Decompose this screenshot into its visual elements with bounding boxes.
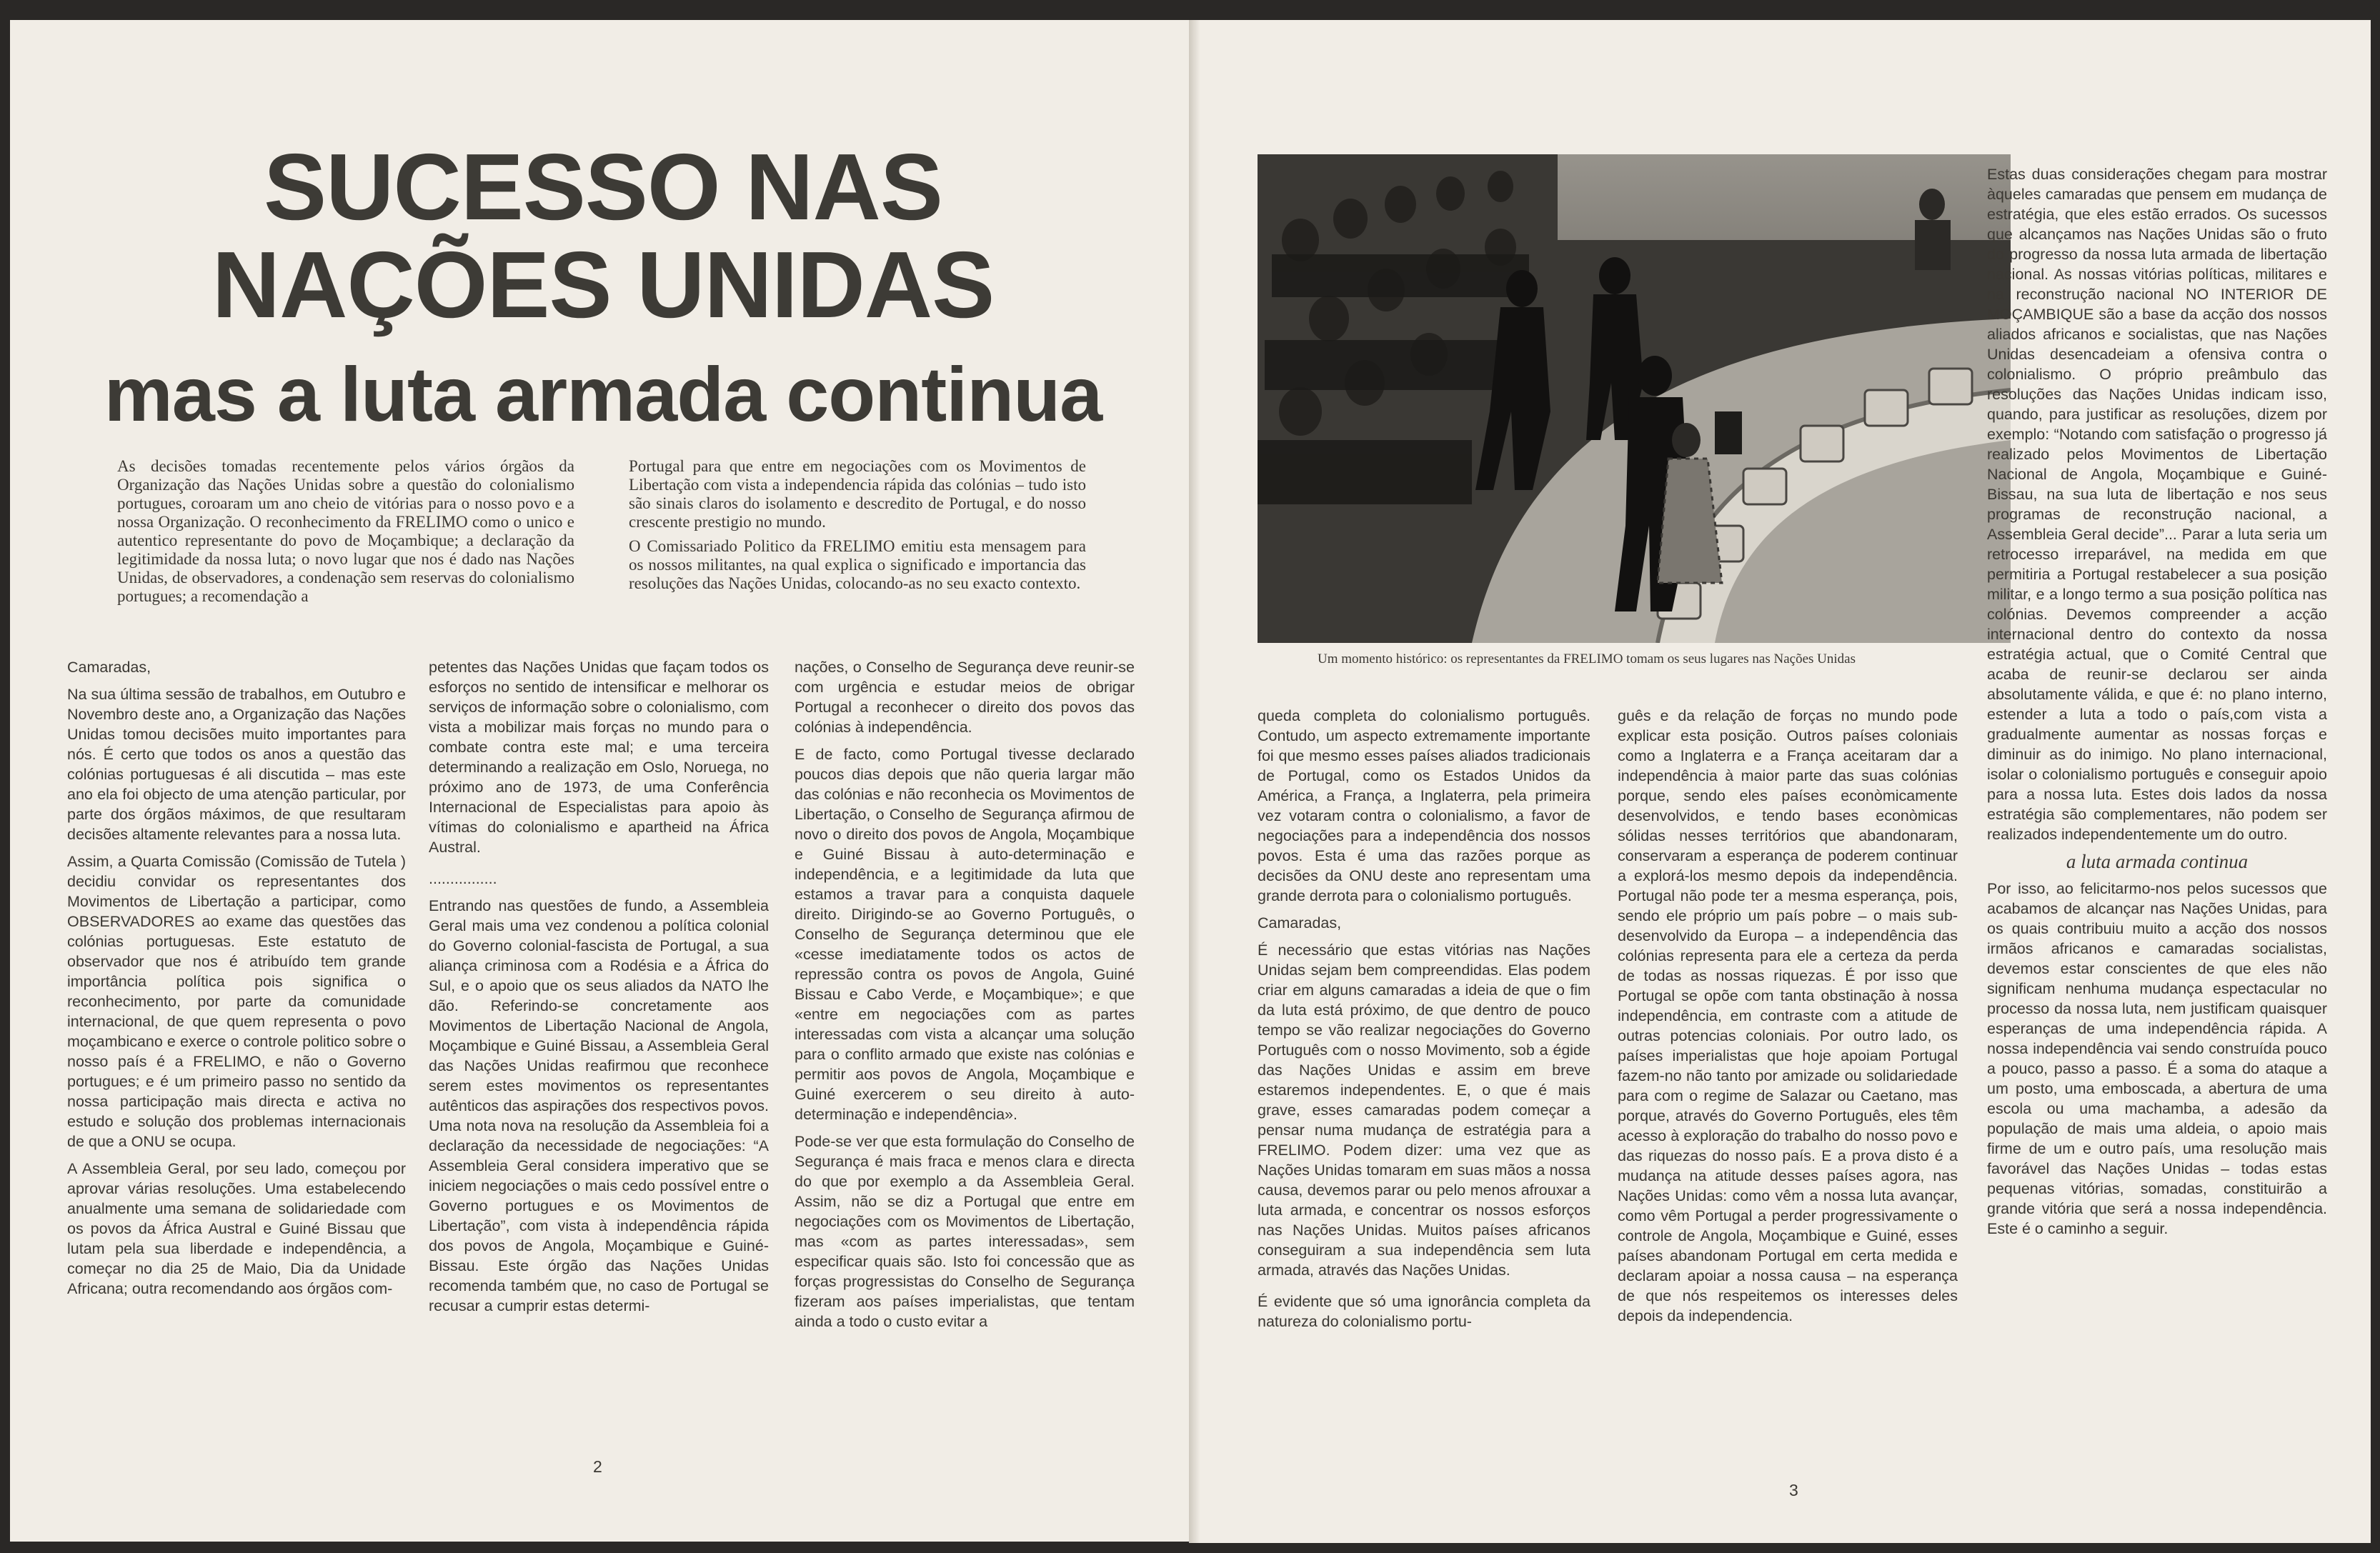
body-paragraph: Camaradas,: [67, 659, 151, 676]
body-paragraph: guês e da relação de forças no mundo pode explicar esta posição. Outros países coloniais como a Inglaterra e a França aceitaram dar a independência à maior parte das suas colónias porque, sendo eles países econòmicamente desenvolvidos, e tendo bases econòmicas sólidas nesses territórios que abandonaram, conservaram a esperança de poderem continuar a explorá-los mesmo depois da independência. Portugal não pode ter a mesma esperança, pois, sendo ele próprio um país pobre – o mais sub-desenvolvido da Europa – a independência das colónias representa para ele a certeza da perda de todas as nossas riquezas. É por isso que Portugal se opõe com tanta obstinação à nossa independência, em contraste com a atitude de outras potencias coloniais. Por outro lado, os países imperialistas que hoje apoiam Portugal fazem-no não tanto por amizade ou solidariedade para com o regime de Salazar ou Caetano, mas porque, através do Governo Português, eles têm acesso à exploração do trabalho do nosso povo e das riquezas do nosso país. E a prova disto é a mudança na atitude desses países agora, nas Nações Unidas: como vêm a nossa luta avançar, como vêm Portugal a perder progressivamente o controle de Angola, Moçambique e Guiné, esses países abandonam Portugal em certa medida e declaram apoiar a nossa causa – na esperança de que nós respeitemos os interesses deles depois da independencia.: [1618, 707, 1958, 1324]
body-paragraph: Estas duas considerações chegam para mostrar àqueles camaradas que pensem em mudança de estratégia, que eles estão errados. Os sucessos que alcançamos nas Nações Unidas são o fruto do progresso da nossa luta armada de libertação nacional. As nossas vitórias políticas, militares e na reconstrução nacional NO INTERIOR DE MOÇAMBIQUE são a base da acção dos nossos aliados africanos e socialistas, que nas Nações Unidas desencadeiam a ofensiva contra o colonialismo. O próprio preâmbulo das resoluções das Nações Unidas indicam isso, quando, para justificar as resoluções, dizem por exemplo: “Notando com satisfação o progresso já realizado pelos Movimentos de Libertação Nacional de Angola, Moçambique e Guiné-Bissau, na sua luta de libertação e nos seus programas de reconstrução nacional, a Assembleia Geral decide”... Parar a luta seria um retrocesso irreparável, na medida em que permitiria a Portugal restabelecer a sua posição militar, e a longo termo a sua posição política nas colónias. Devemos compreender a acção internacional dentro do contexto da nossa estratégia actual, que o Comité Central que acaba de reunir-se declarou ser ainda absolutamente válida, e que é: no plano interno, estender a luta a todo o país,com vista a gradualmente aumentar as nossas forças e diminuir as do inimigo. No plano internacional, isolar o colonialismo português e conseguir apoio para a nossa luta. Estes dois lados da nossa estratégia são complementares, não podem ser realizados independentemente um do outro.: [1987, 166, 2327, 843]
body-paragraph: Por isso, ao felicitarmo-nos pelos sucessos que acabamos de alcançar nas Nações Unidas, para os quais contribuiu muito a acção dos nossos irmãos africanos e camaradas socialistas, devemos estar conscientes de que eles não significam nenhuma mudança espectacular no processo da nossa luta, nem justificam quaisquer esperanças de uma independência rápida. A nossa independência vai sendo construída pouco a pouco, passo a passo. É a soma do ataque a um posto, uma emboscada, a abertura de uma escola ou uma machamba, a adesão da população de mais uma aldeia, o apoio mais firme de um e outro país, uma resolução mais favorável das Nações Unidas – todas estas pequenas vitórias, somadas, constituirão a grande vitória que será a nossa independência. Este é o caminho a seguir.: [1987, 880, 2327, 1237]
page-number: 2: [593, 1457, 602, 1476]
right-body-column-3: [1987, 164, 2327, 1246]
intro-paragraph: As decisões tomadas recentemente pelos vários órgãos da Organização das Nações Unidas sobre a questão do colonialismo portugues, coroaram um ano cheio de vitórias para o nosso povo e a nossa Organização. O reconhecimento da FRELIMO como o unico e autentico representante do povo de Moçambique; a declaração da legitimidade da nossa luta; o novo lugar que nos é dado nas Nações Unidas, de observadores, a condenação sem reservas do colonialismo portugues; a recomendação a: [117, 457, 574, 605]
intro-paragraph: Portugal para que entre em negociações com os Movimentos de Libertação com vista a independencia rápida das colónias – tudo isto são sinais claros do isolamento e descredito de Portugal, e do nosso crescente prestigio no mundo.: [629, 457, 1086, 531]
body-paragraph: Camaradas,: [1258, 914, 1342, 932]
intro-paragraph: O Comissariado Politico da FRELIMO emitiu esta mensagem para os nossos militantes, na qual explica o significado e importancia das resoluções das Nações Unidas, colocando-as no seu exacto contexto.: [629, 537, 1086, 592]
headline-line-1: SUCESSO NAS: [264, 134, 942, 239]
page-number: 3: [1789, 1481, 1798, 1499]
subheading: a luta armada continua: [2066, 851, 2249, 872]
body-paragraph: Assim, a Quarta Comissão (Comissão de Tutela ) decidiu convidar os representantes dos Movimentos de Libertação a participar, como OBSERVADORES ao exame das questões das colónias portuguesas. Este estatuto de observador que nos é atribuído tem grande importância política pois significa o reconhecimento, por parte da comunidade internacional, de que quem representa o povo moçambicano e exerce o controle politico sobre o nosso país é a FRELIMO, e não o Governo portugues; e é um primeiro passo no sentido da nossa participação mais directa e activa no estudo e solução dos problemas internacionais de que a ONU se ocupa.: [67, 853, 406, 1150]
right-body-column-2: [1618, 706, 1958, 1333]
right-page: [1189, 20, 2371, 1543]
body-paragraph: petentes das Nações Unidas que façam todos os esforços no sentido de intensificar e melhorar os serviços de informação sobre o colonialismo, com vista a mobilizar mais forças no mundo para o combate contra este mal; e uma terceira determinando a realização em Oslo, Noruega, no próximo ano de 1973, de uma Conferência Internacional de Especialistas para apoio às vítimas do colonialismo e apartheid na África Austral.: [429, 659, 769, 856]
photo-caption: Um momento histórico: os representantes da FRELIMO tomam os seus lugares nas Nações Unidas: [1318, 651, 1856, 666]
un-assembly-photo: [1258, 154, 2011, 643]
intro-column-1: [117, 457, 574, 606]
body-paragraph: Entrando nas questões de fundo, a Assembleia Geral mais uma vez condenou a política colonial do Governo colonial-fascista de Portugal, a sua aliança criminosa com a Rodésia e a África do Sul, e o apoio que os seus aliados da NATO lhe dão. Referindo-se concretamente aos Movimentos de Libertação Nacional de Angola, Moçambique e Guiné Bissau, a Assembleia Geral das Nações Unidas reafirmou que reconhece serem estes movimentos os representantes autênticos das aspirações dos respectivos povos. Uma nota nova na resolução da Assembleia foi a declaração da necessidade de negociações: “A Assembleia Geral considera imperativo que se iniciem negociações o mais cedo possível entre o Governo portugues e os Movimentos de Libertação”, com vista à independência rápida dos povos de Angola, Moçambique e Guiné-Bissau. Este órgão das Nações Unidas recomenda também que, no caso de Portugal se recusar a cumprir estas determi-: [429, 897, 769, 1314]
body-paragraph: A Assembleia Geral, por seu lado, começou por aprovar várias resoluções. Uma estabelecendo anualmente uma semana de solidariedade com os povos da África Austral e Guiné Bissau que lutam pela sua liberdade e independência, a começar no dia 25 de Maio, Dia da Unidade Africana; outra recomendando aos órgãos com-: [67, 1160, 406, 1297]
body-paragraph: É evidente que só uma ignorância completa da natureza do colonialismo portu-: [1258, 1293, 1590, 1330]
body-paragraph: queda completa do colonialismo português. Contudo, um aspecto extremamente importante foi que mesmo esses países aliados tradicionais de Portugal, como os Estados Unidos da América, a França, a Inglaterra, pela primeira vez votaram contra o colonialismo, a favor de negociações para a independência dos nossos povos. Esta é uma das razões porque as decisões da ONU deste ano representam uma grande derrota para o colonialismo português.: [1258, 707, 1590, 904]
intro-column-2: [629, 457, 1086, 593]
body-paragraph: nações, o Conselho de Segurança deve reunir-se com urgência e estudar meios de obrigar Portugal a reconhecer o direito dos povos das colónias à independência.: [795, 659, 1135, 736]
separator-dots: ................: [429, 870, 497, 887]
headline-line-3: mas a luta armada continua: [104, 351, 1102, 437]
body-paragraph: Na sua última sessão de trabalhos, em Outubro e Novembro deste ano, a Organização das Nações Unidas tomou decisões muito importantes para nós. É certo que todos os anos a questão das colónias portuguesas é ali discutida – mas este ano ela foi objecto de uma atenção particular, por parte dos órgãos máximos, de que resultaram decisões altamente relevantes para a nossa luta.: [67, 686, 406, 843]
spread-gutter: [1189, 20, 1200, 1543]
left-body-column-3: [795, 657, 1135, 1339]
left-body-column-1: [67, 657, 406, 1306]
body-paragraph: E de facto, como Portugal tivesse declarado poucos dias depois que não queria largar mão das colónias e não reconhecia os Movimentos de Libertação, o Conselho de Segurança afirmou de novo o direito dos povos de Angola, Moçambique e Guiné Bissau à auto-determinação e independência, e a legitimidade da luta que estamos a travar para a conquista daquele direito. Dirigindo-se ao Governo Português, o Conselho de Segurança determinou que ele «cesse imediatamente todos os actos de repressão contra os povos de Angola, Guiné Bissau e Cabo Verde, e Moçambique»; e que «entre em negociações com as partes interessadas com vista a alcançar uma solução para o conflito armado que existe nas colónias e permitir aos povos de Angola, Moçambique e Guiné exercerem o seu direito à auto-determinação e independência».: [795, 746, 1135, 1123]
right-body-column-1: [1258, 706, 1590, 1339]
body-paragraph: É necessário que estas vitórias nas Nações Unidas sejam bem compreendidas. Elas podem criar em alguns camaradas a ideia de que o fim da luta está próximo, de que dentro de pouco tempo se vão realizar negociações do Governo Português com o nosso Movimento, sob a égide das Nações Unidas e assim em breve estaremos independentes. E, o que é mais grave, esses camaradas podem começar a pensar numa mudança de estratégia para a FRELIMO. Podem dizer: uma vez que as Nações Unidas tomaram em suas mãos a nossa causa, devemos parar ou pelo menos afrouxar a luta armada, e concentrar os nossos esforços nas Nações Unidas. Muitos países africanos conseguiram a sua independência sem luta armada, através das Nações Unidas.: [1258, 942, 1590, 1279]
left-body-column-2: [429, 657, 769, 1323]
body-paragraph: Pode-se ver que esta formulação do Conselho de Segurança é mais fraca e menos clara e directa do que por exemplo a da Assembleia Geral. Assim, não se diz a Portugal que entre em negociações com os Movimentos de Libertação, mas «com as partes interessadas», sem especificar quais são. Isto foi concessão que as forças progressistas do Conselho de Segurança fizeram aos países imperialistas, que tentam ainda a todo o custo evitar a: [795, 1133, 1135, 1330]
headline-line-2: NAÇÕES UNIDAS: [211, 232, 995, 337]
left-page: [10, 20, 1193, 1542]
